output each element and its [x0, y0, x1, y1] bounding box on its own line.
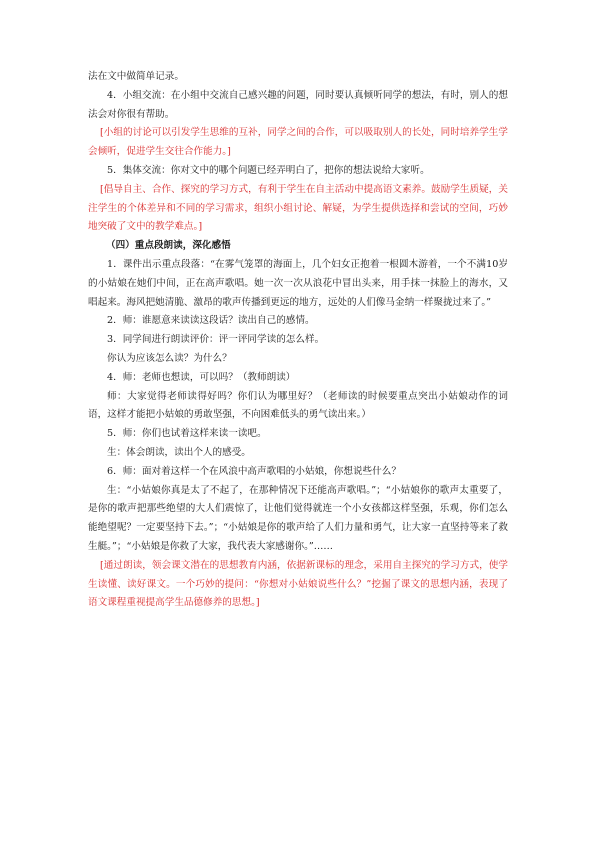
teaching-comment-learning-method: [倡导自主、合作、探究的学习方式，有利于学生在自主活动中提高语文素养。鼓励学生质疑，关注学生的个体差异和不同的学习需求，组织小组讨论、解疑，为学生提供选择和尝试的空间，巧妙地突破了文中的教学难点。]	[88, 183, 508, 233]
paragraph-step-5-try-reading: 5．师：你们也试着这样来读一读吧。	[107, 428, 267, 440]
paragraph-continuation: 法在文中做简单记录。	[88, 71, 184, 82]
teaching-comment-reading-insight: [通过朗读，领会课文潜在的思想教育内涵，依据新课标的理念，采用自主探究的学习方式，使学生读懂、读好课文。一个巧妙的提问：“你想对小姑娘说些什么？”挖掘了课文的思想内涵，表现了语文课程重视提高学生品德修养的思想。]	[88, 559, 508, 609]
paragraph-step-4-teacher-reads: 4．师：老师也想读，可以吗？（教师朗读）	[107, 371, 296, 383]
paragraph-step-2-who-reads: 2．师：谁愿意来读读这段话？读出自己的感情。	[107, 315, 315, 327]
paragraph-student-responses: 生：“小姑娘你真是太了不起了，在那种情况下还能高声歌唱。”；“小姑娘你的歌声太重要了，是你的歌声把那些绝望的大人们震惊了，让他们觉得就连一个小女孩都这样坚强，乐观，你们怎么能绝望呢？一定要坚持下去。”；“小姑娘是你的歌声给了人们力量和勇气，让大家一直坚持等来了救生艇。”；“小姑娘是你救了大家，我代表大家感谢你。”……	[88, 484, 508, 552]
paragraph-step-3-peer-evaluation: 3．同学间进行朗读评价：评一评同学读的怎么样。	[107, 334, 325, 346]
paragraph-step-1-key-passage: 1．课件出示重点段落：“在雾气笼罩的海面上，几个妇女正抱着一根圆木游着，一个不满10岁的小姑娘在她们中间，正在高声歌唱。她一次一次从浪花中冒出头来，用手抹一抹脸上的海水，又唱起来。海风把她清脆、激昂的歌声传播到更远的地方，远处的人们像马金纳一样聚拢过来了。”	[88, 258, 508, 308]
paragraph-step-5-class-exchange: 5．集体交流：你对文中的哪个问题已经弄明白了，把你的想法说给大家听。	[107, 164, 430, 176]
paragraph-step-4-group-exchange: 4．小组交流：在小组中交流自己感兴趣的问题，同时要认真倾听同学的想法，有时，别人的想法会对你很有帮助。	[88, 89, 508, 120]
paragraph-how-to-read: 你认为应该怎么读？为什么？	[107, 352, 232, 364]
section-heading-key-reading: （四）重点段朗读，深化感悟	[106, 240, 231, 252]
paragraph-student-reading: 生：体会朗读，读出个人的感受。	[107, 446, 251, 458]
document-page	[88, 68, 508, 613]
teaching-comment-group-discussion: [小组的讨论可以引发学生思维的互补，同学之间的合作，可以吸取别人的长处，同时培养学生学会倾听，促进学生交往合作能力。]	[88, 127, 508, 158]
paragraph-teacher-asks: 师：大家觉得老师读得好吗？你们认为哪里好？（老师读的时候要重点突出小姑娘动作的词语，这样才能把小姑娘的勇敢坚强，不向困难低头的勇气读出来。）	[88, 390, 508, 421]
paragraph-step-6-what-to-say: 6．师：面对着这样一个在风浪中高声歌唱的小姑娘，你想说些什么？	[107, 465, 401, 477]
